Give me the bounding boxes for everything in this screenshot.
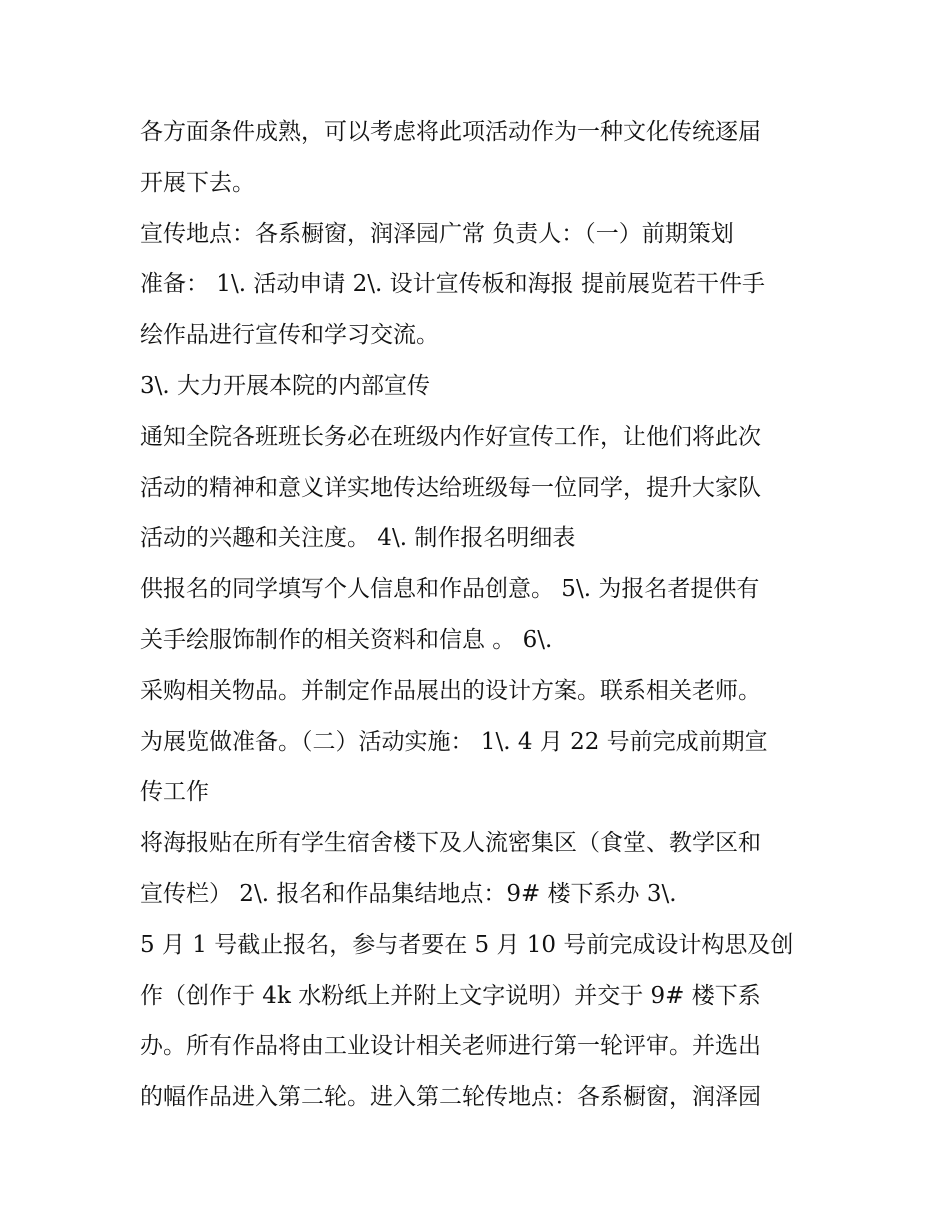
text-line: 将海报贴在所有学生宿舍楼下及人流密集区（食堂、教学区和 [140,830,761,857]
text-line: 通知全院各班班长务必在班级内作好宣传工作，让他们将此次 [140,423,761,450]
text-line: 宣传地点：各系橱窗，润泽园广常 负责人：（一）前期策划 [140,220,734,247]
text-line: 各方面条件成熟，可以考虑将此项活动作为一种文化传统逐届 [140,119,761,145]
text-line: 5 月 1 号截止报名，参与者要在 5 月 10 号前完成设计构思及创 [140,931,794,958]
text-line: 宣传栏） 2\. 报名和作品集结地点：9# 楼下系办 3\. [140,880,677,907]
text-line: 为展览做准备。（二）活动实施： 1\. 4 月 22 号前完成前期宣 [140,728,768,755]
text-line: 准备： 1\. 活动申请 2\. 设计宣传板和海报 提前展览若干件手 [140,271,765,298]
text-line: 活动的精神和意义详实地传达给班级每一位同学，提升大家队 [140,474,761,501]
text-line: 采购相关物品。并制定作品展出的设计方案。联系相关老师。 [140,677,761,704]
body-text [140,107,830,1123]
text-line: 作（创作于 4k 水粉纸上并附上文字说明）并交于 9# 楼下系 [140,982,761,1009]
text-line: 传工作 [140,779,209,806]
text-line: 的幅作品进入第二轮。进入第二轮传地点：各系橱窗，润泽园 [140,1084,761,1111]
text-line: 供报名的同学填写个人信息和作品创意。 5\. 为报名者提供有 [140,576,760,603]
text-line: 3\. 大力开展本院的内部宣传 [140,372,431,399]
text-line: 办。所有作品将由工业设计相关老师进行第一轮评审。并选出 [140,1033,761,1060]
text-line: 关手绘服饰制作的相关资料和信息 。 6\. [140,626,553,653]
text-line: 绘作品进行宣传和学习交流。 [140,322,439,349]
text-line: 活动的兴趣和关注度。 4\. 制作报名明细表 [140,525,576,552]
text-line: 开展下去。 [140,169,255,196]
